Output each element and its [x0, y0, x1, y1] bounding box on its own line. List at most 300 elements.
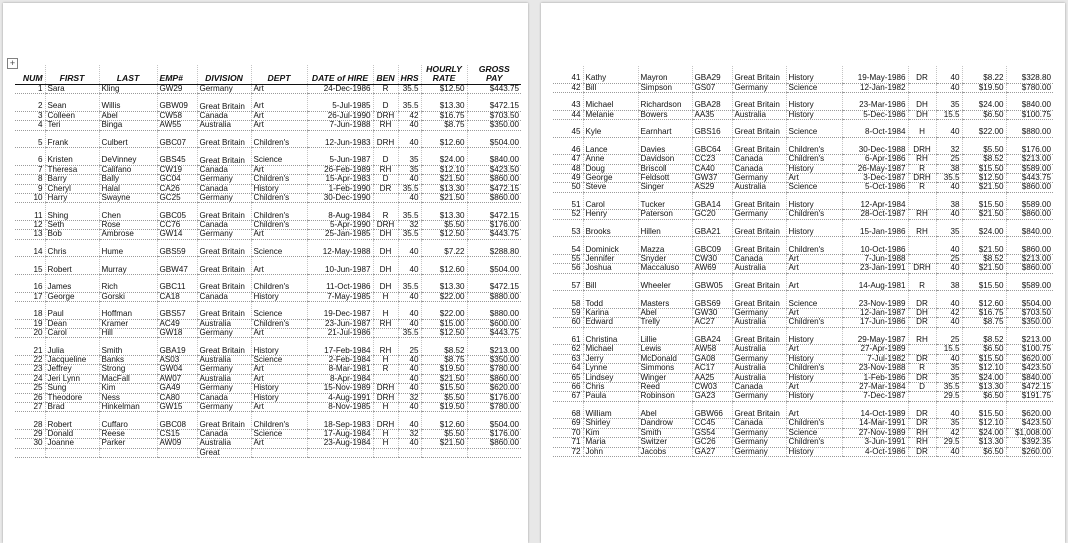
cell-num[interactable]: 30: [15, 439, 45, 448]
cell-gross-pay[interactable]: $880.00: [467, 292, 521, 301]
cell-division[interactable]: Germany: [197, 84, 251, 93]
cell-first[interactable]: Cheryl: [45, 184, 99, 193]
cell-gross-pay[interactable]: $213.00: [1006, 327, 1053, 345]
cell-date-of-hire[interactable]: 12-May-1988: [307, 239, 373, 257]
cell-gross-pay[interactable]: $860.00: [1006, 264, 1053, 273]
cell-division[interactable]: Great Britain: [197, 302, 251, 320]
cell-first[interactable]: Theodore: [45, 393, 99, 402]
cell-gross-pay[interactable]: $213.00: [1006, 255, 1053, 264]
cell-emp-id[interactable]: GS07: [692, 83, 732, 92]
cell-hrs[interactable]: 35.5: [398, 94, 421, 112]
cell-ben[interactable]: RH: [908, 428, 936, 437]
cell-last[interactable]: Reese: [99, 430, 157, 439]
cell-division[interactable]: Australia: [732, 183, 786, 192]
cell-hourly-rate[interactable]: $13.30: [962, 438, 1006, 447]
cell-first[interactable]: Donald: [45, 430, 99, 439]
cell-gross-pay[interactable]: $423.50: [1006, 364, 1053, 373]
cell-dept[interactable]: History: [786, 447, 842, 456]
cell-date-of-hire[interactable]: 23-Nov-1988: [842, 364, 908, 373]
cell-last[interactable]: Rich: [99, 275, 157, 293]
cell-first[interactable]: George: [45, 292, 99, 301]
cell-date-of-hire[interactable]: 27-Apr-1989: [842, 345, 908, 354]
cell-emp-id[interactable]: GA27: [692, 447, 732, 456]
cell-last[interactable]: Wheeler: [638, 273, 692, 291]
cell-ben[interactable]: [373, 448, 398, 457]
cell-division[interactable]: Canada: [732, 255, 786, 264]
cell-hourly-rate[interactable]: $12.10: [962, 364, 1006, 373]
cell-num[interactable]: 22: [15, 356, 45, 365]
cell-hrs[interactable]: 38: [936, 192, 962, 210]
cell-last[interactable]: Abel: [99, 111, 157, 120]
cell-ben[interactable]: DR: [373, 184, 398, 193]
cell-num[interactable]: 12: [15, 221, 45, 230]
cell-num[interactable]: 14: [15, 239, 45, 257]
cell-dept[interactable]: Art: [251, 84, 307, 93]
cell-hrs[interactable]: 40: [398, 403, 421, 412]
cell-date-of-hire[interactable]: 10-Jun-1987: [307, 257, 373, 275]
cell-date-of-hire[interactable]: 27-Mar-1984: [842, 383, 908, 392]
cell-date-of-hire[interactable]: 23-Mar-1986: [842, 93, 908, 111]
cell-hrs[interactable]: 35.5: [398, 275, 421, 293]
cell-hrs[interactable]: 35.5: [398, 230, 421, 239]
cell-hourly-rate[interactable]: $21.50: [421, 194, 467, 203]
cell-first[interactable]: Melanie: [583, 110, 638, 119]
cell-last[interactable]: Bally: [99, 175, 157, 184]
cell-emp-id[interactable]: GW30: [692, 309, 732, 318]
cell-gross-pay[interactable]: $589.00: [1006, 164, 1053, 173]
cell-gross-pay[interactable]: $860.00: [467, 439, 521, 448]
cell-division[interactable]: Great: [197, 448, 251, 457]
cell-last[interactable]: Parker: [99, 439, 157, 448]
cell-hrs[interactable]: 32: [398, 221, 421, 230]
cell-date-of-hire[interactable]: 12-Apr-1984: [842, 192, 908, 210]
cell-hourly-rate[interactable]: $21.50: [962, 264, 1006, 273]
cell-date-of-hire[interactable]: 27-Nov-1989: [842, 428, 908, 437]
cell-emp-id[interactable]: GW04: [157, 365, 197, 374]
cell-ben[interactable]: DRH: [908, 137, 936, 155]
cell-emp-id[interactable]: GC04: [157, 175, 197, 184]
cell-hrs[interactable]: 29.5: [936, 438, 962, 447]
cell-gross-pay[interactable]: $1,008.00: [1006, 428, 1053, 437]
cell-num[interactable]: 3: [15, 111, 45, 120]
cell-division[interactable]: Great Britain: [732, 237, 786, 255]
cell-last[interactable]: Briscoll: [638, 164, 692, 173]
cell-dept[interactable]: Art: [786, 255, 842, 264]
cell-date-of-hire[interactable]: 12-Jan-1987: [842, 309, 908, 318]
cell-first[interactable]: Teri: [45, 121, 99, 130]
cell-last[interactable]: Rose: [99, 221, 157, 230]
cell-last[interactable]: Califano: [99, 165, 157, 174]
cell-gross-pay[interactable]: $288.80: [467, 239, 521, 257]
cell-num[interactable]: 52: [553, 210, 583, 219]
cell-last[interactable]: Masters: [638, 291, 692, 309]
cell-first[interactable]: Harry: [45, 194, 99, 203]
cell-dept[interactable]: Children's: [251, 275, 307, 293]
cell-hourly-rate[interactable]: $16.75: [962, 309, 1006, 318]
cell-dept[interactable]: History: [251, 384, 307, 393]
cell-hourly-rate[interactable]: $15.50: [962, 401, 1006, 419]
cell-dept[interactable]: History: [786, 93, 842, 111]
cell-dept[interactable]: Science: [251, 356, 307, 365]
cell-gross-pay[interactable]: $392.35: [1006, 438, 1053, 447]
cell-num[interactable]: 55: [553, 255, 583, 264]
cell-emp-id[interactable]: AC17: [692, 364, 732, 373]
cell-first[interactable]: Brooks: [583, 219, 638, 237]
cell-dept[interactable]: Children's: [786, 438, 842, 447]
cell-ben[interactable]: [373, 329, 398, 338]
cell-gross-pay[interactable]: $423.50: [1006, 419, 1053, 428]
cell-hourly-rate[interactable]: $15.50: [962, 273, 1006, 291]
cell-ben[interactable]: DR: [908, 291, 936, 309]
cell-ben[interactable]: H: [373, 430, 398, 439]
cell-division[interactable]: Canada: [732, 419, 786, 428]
cell-last[interactable]: Ambrose: [99, 230, 157, 239]
cell-date-of-hire[interactable]: 19-Dec-1987: [307, 302, 373, 320]
cell-emp-id[interactable]: GBS45: [157, 148, 197, 166]
cell-first[interactable]: Joshua: [583, 264, 638, 273]
cell-emp-id[interactable]: CW19: [157, 165, 197, 174]
cell-first[interactable]: Jennifer: [583, 255, 638, 264]
cell-hourly-rate[interactable]: $8.52: [421, 338, 467, 356]
cell-first[interactable]: Lynne: [583, 364, 638, 373]
cell-gross-pay[interactable]: $880.00: [1006, 120, 1053, 138]
cell-num[interactable]: 46: [553, 137, 583, 155]
cell-num[interactable]: 54: [553, 237, 583, 255]
cell-num[interactable]: 47: [553, 155, 583, 164]
cell-date-of-hire[interactable]: 15-Nov-1989: [307, 384, 373, 393]
cell-hrs[interactable]: 40: [936, 318, 962, 327]
cell-num[interactable]: 63: [553, 354, 583, 363]
cell-num[interactable]: 4: [15, 121, 45, 130]
cell-emp-id[interactable]: CA18: [157, 292, 197, 301]
cell-num[interactable]: 71: [553, 438, 583, 447]
cell-last[interactable]: Smith: [638, 428, 692, 437]
cell-last[interactable]: Hoffman: [99, 302, 157, 320]
cell-dept[interactable]: Science: [251, 148, 307, 166]
cell-division[interactable]: Germany: [732, 309, 786, 318]
cell-last[interactable]: Ness: [99, 393, 157, 402]
cell-gross-pay[interactable]: $620.00: [467, 384, 521, 393]
cell-division[interactable]: Great Britain: [197, 130, 251, 148]
cell-last[interactable]: Richardson: [638, 93, 692, 111]
cell-ben[interactable]: RH: [908, 210, 936, 219]
cell-num[interactable]: 8: [15, 175, 45, 184]
cell-hrs[interactable]: 35.5: [398, 329, 421, 338]
cell-division[interactable]: Germany: [197, 365, 251, 374]
cell-last[interactable]: Switzer: [638, 438, 692, 447]
cell-hrs[interactable]: 35: [936, 419, 962, 428]
cell-date-of-hire[interactable]: 10-Oct-1986: [842, 237, 908, 255]
cell-division[interactable]: Germany: [197, 230, 251, 239]
cell-dept[interactable]: Art: [786, 309, 842, 318]
cell-dept[interactable]: Art: [251, 439, 307, 448]
cell-ben[interactable]: R: [908, 364, 936, 373]
cell-hourly-rate[interactable]: $12.60: [421, 412, 467, 430]
cell-date-of-hire[interactable]: 25-Jan-1985: [307, 230, 373, 239]
cell-last[interactable]: Swayne: [99, 194, 157, 203]
cell-division[interactable]: Australia: [732, 318, 786, 327]
cell-ben[interactable]: [908, 192, 936, 210]
cell-num[interactable]: 9: [15, 184, 45, 193]
cell-gross-pay[interactable]: $880.00: [467, 302, 521, 320]
cell-dept[interactable]: Art: [251, 365, 307, 374]
cell-dept[interactable]: Science: [251, 430, 307, 439]
cell-last[interactable]: Kim: [99, 384, 157, 393]
cell-gross-pay[interactable]: $504.00: [467, 257, 521, 275]
cell-emp-id[interactable]: AA35: [692, 110, 732, 119]
cell-division[interactable]: Canada: [197, 165, 251, 174]
cell-hourly-rate[interactable]: $13.30: [421, 275, 467, 293]
cell-ben[interactable]: H: [908, 120, 936, 138]
cell-first[interactable]: Bob: [45, 230, 99, 239]
cell-hourly-rate[interactable]: $21.50: [962, 237, 1006, 255]
cell-emp-id[interactable]: GBA21: [692, 219, 732, 237]
cell-hourly-rate[interactable]: $15.50: [421, 384, 467, 393]
cell-emp-id[interactable]: GA23: [692, 392, 732, 401]
cell-emp-id[interactable]: GBA24: [692, 327, 732, 345]
cell-date-of-hire[interactable]: 17-Feb-1984: [307, 338, 373, 356]
cell-first[interactable]: Doug: [583, 164, 638, 173]
cell-hourly-rate[interactable]: $19.50: [421, 403, 467, 412]
cell-num[interactable]: 58: [553, 291, 583, 309]
cell-emp-id[interactable]: GA49: [157, 384, 197, 393]
cell-division[interactable]: Great Britain: [197, 412, 251, 430]
cell-last[interactable]: Gorski: [99, 292, 157, 301]
cell-division[interactable]: Australia: [732, 264, 786, 273]
cell-gross-pay[interactable]: $504.00: [1006, 291, 1053, 309]
cell-num[interactable]: 51: [553, 192, 583, 210]
cell-gross-pay[interactable]: $620.00: [1006, 354, 1053, 363]
cell-date-of-hire[interactable]: 1-Feb-1986: [842, 373, 908, 382]
cell-ben[interactable]: DRH: [373, 384, 398, 393]
cell-dept[interactable]: Children's: [786, 210, 842, 219]
cell-first[interactable]: Joanne: [45, 439, 99, 448]
cell-gross-pay[interactable]: $472.15: [467, 184, 521, 193]
cell-gross-pay[interactable]: $423.50: [467, 165, 521, 174]
cell-first[interactable]: Lindsey: [583, 373, 638, 382]
cell-gross-pay[interactable]: $860.00: [1006, 210, 1053, 219]
cell-dept[interactable]: History: [786, 110, 842, 119]
cell-emp-id[interactable]: AW09: [157, 439, 197, 448]
cell-first[interactable]: Michael: [583, 93, 638, 111]
cell-date-of-hire[interactable]: 3-Dec-1987: [842, 174, 908, 183]
cell-first[interactable]: Bill: [583, 273, 638, 291]
cell-hrs[interactable]: 42: [936, 428, 962, 437]
cell-first[interactable]: Kyle: [583, 120, 638, 138]
cell-gross-pay[interactable]: $176.00: [467, 430, 521, 439]
cell-emp-id[interactable]: GBW47: [157, 257, 197, 275]
cell-gross-pay[interactable]: $780.00: [467, 403, 521, 412]
cell-first[interactable]: John: [583, 447, 638, 456]
cell-hrs[interactable]: 40: [398, 121, 421, 130]
cell-hourly-rate[interactable]: $24.00: [962, 219, 1006, 237]
cell-hourly-rate[interactable]: $8.52: [962, 255, 1006, 264]
cell-dept[interactable]: Art: [251, 111, 307, 120]
cell-division[interactable]: Australia: [197, 121, 251, 130]
cell-dept[interactable]: History: [786, 392, 842, 401]
cell-emp-id[interactable]: GBC11: [157, 275, 197, 293]
cell-hrs[interactable]: 40: [398, 175, 421, 184]
cell-emp-id[interactable]: AW69: [692, 264, 732, 273]
cell-last[interactable]: Maccaluso: [638, 264, 692, 273]
cell-dept[interactable]: History: [251, 338, 307, 356]
cell-date-of-hire[interactable]: 14-Aug-1981: [842, 273, 908, 291]
cell-hourly-rate[interactable]: $22.00: [421, 292, 467, 301]
cell-num[interactable]: 28: [15, 412, 45, 430]
cell-division[interactable]: Great Britain: [197, 94, 251, 112]
cell-gross-pay[interactable]: $443.75: [467, 84, 521, 93]
cell-gross-pay[interactable]: $840.00: [1006, 219, 1053, 237]
cell-hrs[interactable]: 40: [398, 412, 421, 430]
cell-hrs[interactable]: 40: [398, 194, 421, 203]
cell-ben[interactable]: DH: [908, 309, 936, 318]
cell-division[interactable]: Germany: [197, 403, 251, 412]
cell-date-of-hire[interactable]: 17-Aug-1984: [307, 430, 373, 439]
cell-dept[interactable]: History: [786, 373, 842, 382]
cell-last[interactable]: Paterson: [638, 210, 692, 219]
cell-gross-pay[interactable]: $860.00: [467, 194, 521, 203]
cell-ben[interactable]: R: [373, 84, 398, 93]
cell-ben[interactable]: RH: [373, 319, 398, 328]
cell-num[interactable]: 45: [553, 120, 583, 138]
cell-first[interactable]: Todd: [583, 291, 638, 309]
cell-gross-pay[interactable]: $504.00: [467, 412, 521, 430]
cell-first[interactable]: Jeri Lynn: [45, 374, 99, 383]
cell-date-of-hire[interactable]: 17-Jun-1986: [842, 318, 908, 327]
cell-num[interactable]: 64: [553, 364, 583, 373]
cell-num[interactable]: 17: [15, 292, 45, 301]
cell-hrs[interactable]: [398, 448, 421, 457]
cell-last[interactable]: Lillie: [638, 327, 692, 345]
cell-date-of-hire[interactable]: 26-May-1987: [842, 164, 908, 173]
cell-emp-id[interactable]: GBS57: [157, 302, 197, 320]
cell-emp-id[interactable]: AC49: [157, 319, 197, 328]
cell-gross-pay[interactable]: $703.50: [467, 111, 521, 120]
cell-first[interactable]: Paul: [45, 302, 99, 320]
cell-dept[interactable]: Science: [251, 239, 307, 257]
cell-gross-pay[interactable]: $350.00: [467, 121, 521, 130]
cell-last[interactable]: Davies: [638, 137, 692, 155]
cell-ben[interactable]: DR: [908, 419, 936, 428]
cell-first[interactable]: William: [583, 401, 638, 419]
cell-num[interactable]: 44: [553, 110, 583, 119]
cell-hrs[interactable]: 32: [936, 137, 962, 155]
cell-division[interactable]: Canada: [732, 164, 786, 173]
cell-division[interactable]: Australia: [197, 356, 251, 365]
cell-gross-pay[interactable]: $100.75: [1006, 110, 1053, 119]
cell-first[interactable]: Anne: [583, 155, 638, 164]
cell-dept[interactable]: Children's: [251, 194, 307, 203]
cell-hrs[interactable]: 15.5: [936, 110, 962, 119]
cell-ben[interactable]: RH: [908, 438, 936, 447]
cell-hourly-rate[interactable]: $8.75: [421, 356, 467, 365]
cell-hrs[interactable]: 40: [398, 257, 421, 275]
cell-emp-id[interactable]: GC25: [157, 194, 197, 203]
cell-last[interactable]: Kling: [99, 84, 157, 93]
cell-first[interactable]: Michael: [583, 345, 638, 354]
cell-num[interactable]: 19: [15, 319, 45, 328]
cell-num[interactable]: 48: [553, 164, 583, 173]
cell-num[interactable]: 62: [553, 345, 583, 354]
cell-emp-id[interactable]: AW55: [157, 121, 197, 130]
cell-first[interactable]: Theresa: [45, 165, 99, 174]
cell-date-of-hire[interactable]: 28-Oct-1987: [842, 210, 908, 219]
cell-division[interactable]: Australia: [732, 373, 786, 382]
cell-date-of-hire[interactable]: 12-Jan-1982: [842, 83, 908, 92]
cell-first[interactable]: Dominick: [583, 237, 638, 255]
cell-date-of-hire[interactable]: 14-Mar-1991: [842, 419, 908, 428]
cell-division[interactable]: Germany: [732, 354, 786, 363]
cell-hourly-rate[interactable]: $6.50: [962, 110, 1006, 119]
cell-gross-pay[interactable]: $472.15: [1006, 383, 1053, 392]
cell-emp-id[interactable]: [157, 448, 197, 457]
cell-date-of-hire[interactable]: 24-Dec-1986: [307, 84, 373, 93]
cell-emp-id[interactable]: CA80: [157, 393, 197, 402]
cell-hrs[interactable]: 35: [936, 373, 962, 382]
cell-num[interactable]: 70: [553, 428, 583, 437]
cell-num[interactable]: 49: [553, 174, 583, 183]
cell-first[interactable]: Edward: [583, 318, 638, 327]
cell-gross-pay[interactable]: [467, 448, 521, 457]
cell-num[interactable]: 67: [553, 392, 583, 401]
cell-dept[interactable]: Children's: [786, 419, 842, 428]
cell-division[interactable]: Canada: [732, 383, 786, 392]
cell-first[interactable]: Maria: [583, 438, 638, 447]
cell-division[interactable]: Germany: [732, 447, 786, 456]
cell-ben[interactable]: DRH: [373, 111, 398, 120]
cell-division[interactable]: Germany: [732, 438, 786, 447]
cell-division[interactable]: Great Britain: [732, 66, 786, 83]
cell-first[interactable]: Robert: [45, 257, 99, 275]
cell-gross-pay[interactable]: $600.00: [467, 319, 521, 328]
cell-hrs[interactable]: 25: [936, 255, 962, 264]
cell-date-of-hire[interactable]: 8-Oct-1984: [842, 120, 908, 138]
cell-num[interactable]: 53: [553, 219, 583, 237]
cell-division[interactable]: Germany: [732, 428, 786, 437]
cell-num[interactable]: 65: [553, 373, 583, 382]
cell-hrs[interactable]: 40: [936, 447, 962, 456]
cell-dept[interactable]: History: [251, 292, 307, 301]
cell-first[interactable]: Kristen: [45, 148, 99, 166]
cell-hourly-rate[interactable]: $13.30: [421, 94, 467, 112]
cell-ben[interactable]: R: [373, 365, 398, 374]
cell-emp-id[interactable]: GBS16: [692, 120, 732, 138]
cell-last[interactable]: Hill: [99, 329, 157, 338]
cell-date-of-hire[interactable]: 7-May-1985: [307, 292, 373, 301]
cell-hrs[interactable]: 40: [936, 66, 962, 83]
cell-emp-id[interactable]: GBA28: [692, 93, 732, 111]
cell-first[interactable]: Carol: [45, 329, 99, 338]
cell-ben[interactable]: DR: [908, 401, 936, 419]
cell-ben[interactable]: H: [373, 439, 398, 448]
cell-dept[interactable]: History: [786, 327, 842, 345]
cell-emp-id[interactable]: GW29: [157, 84, 197, 93]
cell-emp-id[interactable]: CC23: [692, 155, 732, 164]
cell-hourly-rate[interactable]: $24.00: [962, 373, 1006, 382]
cell-ben[interactable]: R: [908, 183, 936, 192]
cell-num[interactable]: 69: [553, 419, 583, 428]
cell-gross-pay[interactable]: $350.00: [467, 356, 521, 365]
cell-hrs[interactable]: 35: [936, 364, 962, 373]
cell-num[interactable]: 68: [553, 401, 583, 419]
cell-date-of-hire[interactable]: 21-Jul-1986: [307, 329, 373, 338]
cell-num[interactable]: 24: [15, 374, 45, 383]
cell-first[interactable]: Steve: [583, 183, 638, 192]
cell-last[interactable]: Lewis: [638, 345, 692, 354]
cell-hourly-rate[interactable]: $13.30: [421, 184, 467, 193]
cell-num[interactable]: 72: [553, 447, 583, 456]
cell-first[interactable]: Frank: [45, 130, 99, 148]
